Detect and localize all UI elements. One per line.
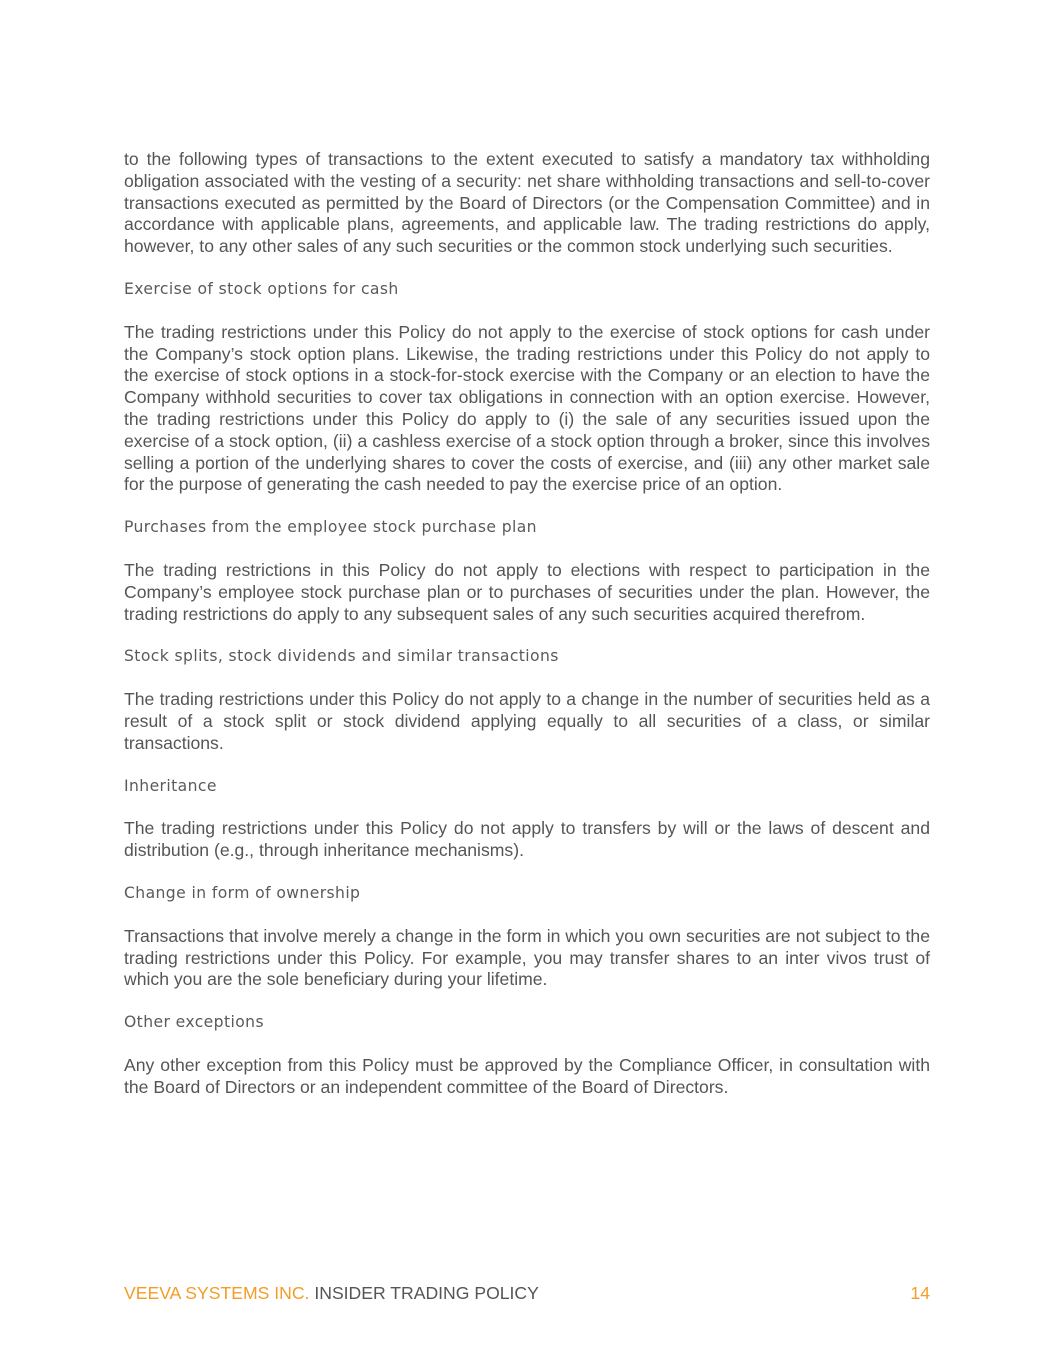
section-heading-inheritance: Inheritance: [124, 776, 217, 795]
footer-policy-title: INSIDER TRADING POLICY: [314, 1283, 539, 1303]
section-heading-change-of-ownership: Change in form of ownership: [124, 883, 361, 902]
section-body-inheritance: The trading restrictions under this Policy do not apply to transfers by will or the laws of descent and distribution (e.g., through inheritance mechanisms).: [124, 818, 930, 861]
footer-page-number: 14: [910, 1283, 930, 1303]
page-footer: [124, 1282, 930, 1306]
section-body-change-of-ownership: Transactions that involve merely a change in the form in which you own securities are not subject to the trading restrictions under this Policy. For example, you may transfer shares to an inter vivos trust of which you are the sole beneficiary during your lifetime.: [124, 925, 930, 990]
section-heading-stock-splits: Stock splits, stock dividends and similar transactions: [124, 647, 559, 666]
footer-company-name: VEEVA SYSTEMS INC.: [124, 1283, 310, 1303]
intro-paragraph: to the following types of transactions to the extent executed to satisfy a mandatory tax withholding obligation associated with the vesting of a security: net share withholding transactions and sell-to-cover transactions executed as permitted by the Board of Directors (or the Compensation Committee) and in accordance with applicable plans, agreements, and applicable law. The trading restrictions do apply, however, to any other sales of any such securities or the common stock underlying such securities.: [124, 149, 930, 257]
section-heading-espp: Purchases from the employee stock purchase plan: [124, 518, 537, 537]
section-heading-other-exceptions: Other exceptions: [124, 1013, 264, 1032]
section-body-stock-splits: The trading restrictions under this Policy do not apply to a change in the number of securities held as a result of a stock split or stock dividend applying equally to all securities of a class, or similar transactions.: [124, 689, 930, 753]
section-heading-stock-options: Exercise of stock options for cash: [124, 279, 399, 298]
section-body-espp: The trading restrictions in this Policy do not apply to elections with respect to participation in the Company’s employee stock purchase plan or to purchases of securities under the plan. However, the trading restrictions do apply to any subsequent sales of any such securities acquired therefrom.: [124, 559, 930, 624]
section-body-other-exceptions: Any other exception from this Policy must be approved by the Compliance Officer, in consultation with the Board of Directors or an independent committee of the Board of Directors.: [124, 1054, 930, 1097]
document-body: [124, 149, 930, 1120]
section-body-stock-options: The trading restrictions under this Policy do not apply to the exercise of stock options for cash under the Company’s stock option plans. Likewise, the trading restrictions under this Policy do not apply to the exercise of stock options in a stock-for-stock exercise with the Company or an election to have the Company withhold securities to cover tax obligations in connection with an option exercise. However, the trading restrictions under this Policy do apply to (i) the sale of any securities issued upon the exercise of a stock option, (ii) a cashless exercise of a stock option through a broker, since this involves selling a portion of the underlying shares to cover the costs of exercise, and (iii) any other market sale for the purpose of generating the cash needed to pay the exercise price of an option.: [124, 321, 930, 495]
